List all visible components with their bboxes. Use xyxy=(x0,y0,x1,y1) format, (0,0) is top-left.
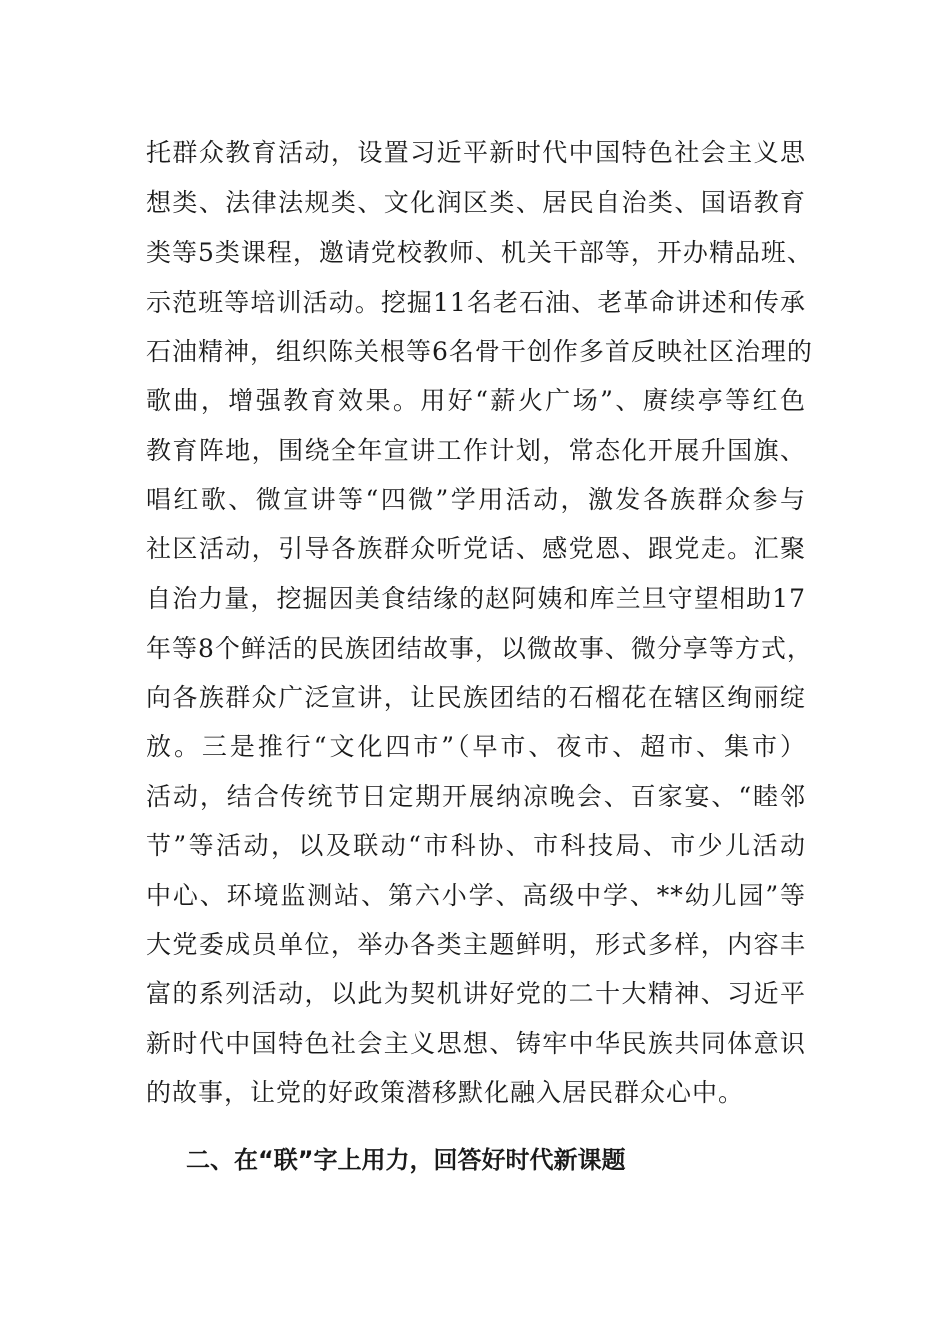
paragraph-line: 石油精神，组织陈关根等6名骨干创作多首反映社区治理的 xyxy=(146,337,813,366)
paragraph-line: 唱红歌、微宣讲等“四微”学用活动，激发各族群众参与 xyxy=(146,485,806,514)
paragraph-line: 大党委成员单位，举办各类主题鲜明，形式多样，内容丰 xyxy=(146,930,806,959)
paragraph-line: 类等5类课程，邀请党校教师、机关干部等，开办精品班、 xyxy=(146,238,813,267)
paragraph-line: 教育阵地，围绕全年宣讲工作计划，常态化开展升国旗、 xyxy=(146,436,806,465)
paragraph-line: 中心、环境监测站、第六小学、高级中学、**幼儿园”等 xyxy=(146,881,806,910)
paragraph-line: 社区活动，引导各族群众听党话、感党恩、跟党走。汇聚 xyxy=(146,534,806,563)
paragraph-line: 放。三是推行“文化四市”（早市、夜市、超市、集市） xyxy=(146,732,806,761)
section-heading: 二、在“联”字上用力，回答好时代新课题 xyxy=(186,1146,626,1174)
paragraph-line: 自治力量，挖掘因美食结缘的赵阿姨和库兰旦守望相助17 xyxy=(146,584,806,613)
paragraph-line: 年等8个鲜活的民族团结故事，以微故事、微分享等方式， xyxy=(146,634,813,663)
paragraph-last-line: 的故事，让党的好政策潜移默化融入居民群众心中。 xyxy=(146,1078,745,1107)
paragraph-line: 向各族群众广泛宣讲，让民族团结的石榴花在辖区绚丽绽 xyxy=(146,683,806,712)
paragraph-line: 示范班等培训活动。挖掘11名老石油、老革命讲述和传承 xyxy=(146,288,806,317)
paragraph-line: 想类、法律法规类、文化润区类、居民自治类、国语教育 xyxy=(146,188,806,217)
paragraph-line: 富的系列活动，以此为契机讲好党的二十大精神、习近平 xyxy=(146,979,806,1008)
paragraph-line: 活动，结合传统节日定期开展纳凉晚会、百家宴、“睦邻 xyxy=(146,782,806,811)
paragraph-line: 节”等活动，以及联动“市科协、市科技局、市少儿活动 xyxy=(146,831,806,860)
paragraph-line: 新时代中国特色社会主义思想、铸牢中华民族共同体意识 xyxy=(146,1029,806,1058)
paragraph-line: 托群众教育活动，设置习近平新时代中国特色社会主义思 xyxy=(146,138,806,167)
paragraph-line: 歌曲，增强教育效果。用好“薪火广场”、赓续亭等红色 xyxy=(146,386,806,415)
